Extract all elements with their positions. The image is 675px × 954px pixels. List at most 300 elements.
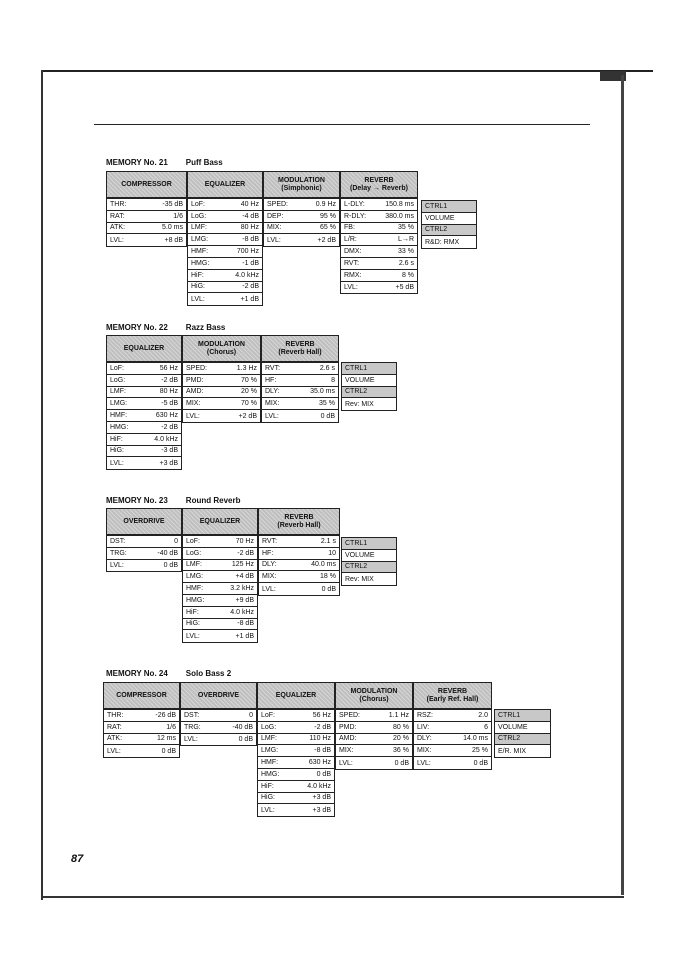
parameter-name: LoF:	[261, 711, 276, 719]
control-assign-row: VOLUME	[342, 375, 396, 387]
parameter-value: 2.1 s	[320, 537, 336, 545]
parameter-row	[183, 363, 260, 375]
parameter-row	[107, 457, 181, 469]
parameter-name: HMG:	[261, 770, 280, 778]
parameter-name: MIX:	[186, 400, 201, 408]
parameter-table	[106, 535, 182, 572]
parameter-value: -2 dB	[161, 423, 178, 431]
parameter-row	[341, 223, 417, 235]
parameter-value: 0 dB	[163, 561, 178, 569]
parameter-row	[262, 410, 338, 422]
control-assign-row: CTRL1	[342, 538, 396, 550]
effect-header: REVERB (Early Ref. Hall)	[413, 682, 492, 709]
parameter-value: 70 %	[241, 400, 257, 408]
parameter-value: +1 dB	[240, 295, 259, 303]
effect-header: EQUALIZER	[182, 508, 258, 535]
parameter-value: 18 %	[320, 573, 336, 581]
control-assign-row: CTRL1	[495, 710, 550, 722]
parameter-value: +4 dB	[235, 573, 254, 581]
parameter-value: 3.2 kHz	[230, 585, 254, 593]
parameter-name: LMF:	[261, 735, 277, 743]
parameter-value: +9 dB	[235, 596, 254, 604]
parameter-value: 20 %	[241, 388, 257, 396]
parameter-table	[106, 198, 187, 247]
parameter-value: 630 Hz	[308, 759, 331, 767]
header-rule	[94, 124, 590, 125]
parameter-name: HMG:	[110, 423, 129, 431]
parameter-row	[414, 757, 491, 769]
parameter-value: 4.0 kHz	[154, 435, 178, 443]
parameter-row	[183, 619, 257, 631]
parameter-value: 80 Hz	[159, 388, 178, 396]
effect-header: COMPRESSOR	[106, 171, 187, 198]
effect-header: REVERB (Delay → Reverb)	[340, 171, 418, 198]
parameter-value: 6	[484, 723, 488, 731]
memory-title	[106, 669, 231, 678]
parameter-name: LVL:	[186, 412, 200, 420]
parameter-value: -2 dB	[242, 283, 259, 291]
parameter-name: TRG:	[184, 723, 201, 731]
parameter-name: LVL:	[344, 283, 358, 291]
parameter-name: THR:	[110, 200, 127, 208]
parameter-value: 56 Hz	[159, 364, 178, 372]
parameter-value: +2 dB	[317, 236, 336, 244]
effect-header: REVERB (Reverb Hall)	[261, 335, 339, 362]
parameter-row	[336, 757, 412, 769]
parameter-row	[262, 398, 338, 410]
parameter-name: RAT:	[107, 723, 122, 731]
parameter-name: HiG:	[110, 447, 124, 455]
effect-header: REVERB (Reverb Hall)	[258, 508, 340, 535]
parameter-name: LoG:	[261, 723, 277, 731]
parameter-value: 35 %	[398, 224, 414, 232]
parameter-row	[107, 398, 181, 410]
control-assign-row: VOLUME	[422, 213, 476, 225]
parameter-row	[336, 722, 412, 734]
memory-title	[106, 323, 225, 332]
parameter-table	[413, 709, 492, 770]
parameter-value: 1/6	[166, 723, 176, 731]
parameter-table	[103, 709, 180, 758]
parameter-name: HiG:	[191, 283, 205, 291]
parameter-row	[183, 410, 260, 422]
parameter-name: DMX:	[344, 248, 362, 256]
parameter-value: 35 %	[319, 400, 335, 408]
parameter-row	[183, 560, 257, 572]
effect-header: EQUALIZER	[106, 335, 182, 362]
parameter-name: LVL:	[262, 585, 276, 593]
parameter-value: 0 dB	[321, 585, 336, 593]
parameter-row	[414, 710, 491, 722]
parameter-row	[264, 211, 339, 223]
parameter-row	[336, 734, 412, 746]
parameter-name: HiG:	[261, 794, 275, 802]
parameter-value: 14.0 ms	[463, 735, 488, 743]
parameter-name: RVT:	[262, 537, 278, 545]
effect-header: EQUALIZER	[187, 171, 263, 198]
parameter-row	[188, 270, 262, 282]
effect-header: COMPRESSOR	[103, 682, 180, 709]
parameter-name: LMG:	[186, 573, 204, 581]
parameter-value: -4 dB	[242, 212, 259, 220]
parameter-name: LVL:	[110, 561, 124, 569]
control-assign-row: CTRL2	[342, 562, 396, 574]
parameter-row	[188, 282, 262, 294]
parameter-value: 33 %	[398, 248, 414, 256]
parameter-name: L/R:	[344, 236, 357, 244]
parameter-name: RVT:	[265, 364, 281, 372]
parameter-table	[187, 198, 263, 306]
parameter-row	[183, 630, 257, 642]
parameter-name: SPED:	[267, 200, 289, 208]
parameter-row	[264, 223, 339, 235]
parameter-value: 1.1 Hz	[388, 711, 409, 719]
parameter-name: L-DLY:	[344, 200, 365, 208]
parameter-name: LMG:	[261, 747, 279, 755]
parameter-row	[107, 387, 181, 399]
parameter-name: HF:	[265, 376, 277, 384]
parameter-value: 10	[328, 549, 336, 557]
parameter-value: +3 dB	[312, 806, 331, 814]
parameter-table	[182, 362, 261, 423]
parameter-row	[107, 446, 181, 458]
parameter-row	[107, 422, 181, 434]
parameter-row	[259, 571, 339, 583]
parameter-value: 700 Hz	[236, 248, 259, 256]
parameter-value: 80 %	[393, 723, 409, 731]
parameter-row	[259, 536, 339, 548]
parameter-table	[340, 198, 418, 294]
parameter-value: 40 Hz	[240, 200, 259, 208]
parameter-row	[262, 375, 338, 387]
parameter-value: 1/6	[173, 212, 183, 220]
parameter-name: HMF:	[261, 759, 279, 767]
parameter-name: DST:	[110, 537, 126, 545]
parameter-row	[107, 211, 186, 223]
parameter-value: 20 %	[393, 735, 409, 743]
parameter-row	[104, 734, 179, 746]
parameter-name: ATK:	[107, 735, 123, 743]
parameter-value: +8 dB	[164, 236, 183, 244]
parameter-value: -8 dB	[242, 236, 259, 244]
parameter-name: LMF:	[110, 388, 126, 396]
parameter-name: R-DLY:	[344, 212, 367, 220]
effect-header: MODULATION (Chorus)	[335, 682, 413, 709]
parameter-value: +3 dB	[159, 459, 178, 467]
parameter-value: 380.0 ms	[385, 212, 414, 220]
control-assign-row: Rev: MIX	[345, 575, 374, 583]
parameter-row	[183, 548, 257, 560]
parameter-value: 150.8 ms	[385, 200, 414, 208]
parameter-name: HiF:	[110, 435, 123, 443]
parameter-name: LIV:	[417, 723, 430, 731]
parameter-name: LVL:	[339, 759, 353, 767]
parameter-value: 8 %	[401, 271, 414, 279]
parameter-row	[107, 560, 181, 572]
parameter-name: HMF:	[110, 412, 128, 420]
page-frame-top	[41, 70, 653, 72]
parameter-row	[258, 769, 334, 781]
parameter-row	[183, 571, 257, 583]
control-assign-row: R&D: RMX	[425, 238, 460, 246]
parameter-value: 80 Hz	[240, 224, 259, 232]
parameter-row	[107, 410, 181, 422]
parameter-name: THR:	[107, 711, 124, 719]
control-assign-row: CTRL1	[342, 363, 396, 375]
parameter-row	[258, 793, 334, 805]
parameter-row	[258, 804, 334, 816]
parameter-row	[107, 199, 186, 211]
parameter-row	[188, 199, 262, 211]
parameter-name: LoG:	[186, 549, 202, 557]
parameter-table	[257, 709, 335, 817]
control-assign-row: CTRL1	[422, 201, 476, 213]
parameter-name: LMF:	[191, 224, 207, 232]
parameter-value: -8 dB	[237, 620, 254, 628]
parameter-row	[259, 560, 339, 572]
parameter-name: DEP:	[267, 212, 284, 220]
parameter-name: LMF:	[186, 561, 202, 569]
parameter-value: 0.9 Hz	[315, 200, 336, 208]
parameter-value: 5.0 ms	[161, 224, 183, 232]
parameter-row	[341, 199, 417, 211]
parameter-name: LVL:	[417, 759, 431, 767]
parameter-name: MIX:	[267, 224, 282, 232]
parameter-name: ATK:	[110, 224, 126, 232]
parameter-value: L→R	[398, 236, 414, 244]
parameter-name: MIX:	[417, 747, 432, 755]
effect-header: OVERDRIVE	[180, 682, 257, 709]
parameter-row	[258, 745, 334, 757]
parameter-name: HMF:	[191, 248, 209, 256]
parameter-name: LVL:	[184, 735, 198, 743]
patch-name: Razz Bass	[185, 323, 226, 332]
parameter-value: +5 dB	[395, 283, 414, 291]
parameter-value: 0 dB	[238, 735, 253, 743]
parameter-name: LVL:	[107, 747, 121, 755]
parameter-row	[183, 607, 257, 619]
effect-header: OVERDRIVE	[106, 508, 182, 535]
parameter-row	[264, 199, 339, 211]
parameter-name: DLY:	[262, 561, 277, 569]
parameter-value: 2.6 s	[319, 364, 335, 372]
parameter-row	[336, 710, 412, 722]
parameter-row	[107, 536, 181, 548]
parameter-row	[107, 375, 181, 387]
parameter-name: MIX:	[262, 573, 277, 581]
parameter-row	[258, 710, 334, 722]
memory-number: MEMORY No. 21	[106, 158, 168, 167]
page-number: 87	[71, 853, 84, 865]
parameter-row	[183, 398, 260, 410]
memory-title	[106, 158, 223, 167]
parameter-row	[181, 722, 256, 734]
parameter-value: -2 dB	[161, 376, 178, 384]
parameter-name: LVL:	[191, 295, 205, 303]
memory-title	[106, 496, 240, 505]
parameter-value: 0	[174, 537, 178, 545]
parameter-row	[258, 757, 334, 769]
parameter-value: 4.0 kHz	[307, 782, 331, 790]
parameter-name: RMX:	[344, 271, 362, 279]
parameter-value: 95 %	[320, 212, 336, 220]
parameter-value: 35.0 ms	[310, 388, 335, 396]
control-assign-row: CTRL2	[342, 387, 396, 399]
parameter-name: DLY:	[265, 388, 280, 396]
parameter-value: -40 dB	[232, 723, 253, 731]
parameter-value: 12 ms	[156, 735, 176, 743]
parameter-value: -3 dB	[161, 447, 178, 455]
parameter-row	[107, 434, 181, 446]
parameter-value: 56 Hz	[312, 711, 331, 719]
parameter-value: 70 %	[241, 376, 257, 384]
effect-header: EQUALIZER	[257, 682, 335, 709]
parameter-row	[183, 536, 257, 548]
parameter-name: HiG:	[186, 620, 200, 628]
parameter-row	[183, 595, 257, 607]
control-assign-box	[494, 709, 551, 758]
parameter-name: HiF:	[261, 782, 274, 790]
control-assign-row: CTRL2	[422, 225, 476, 237]
parameter-table	[106, 362, 182, 470]
parameter-name: LoF:	[191, 200, 206, 208]
parameter-row	[181, 710, 256, 722]
parameter-value: -8 dB	[314, 747, 331, 755]
parameter-name: PMD:	[186, 376, 204, 384]
parameter-name: LMG:	[110, 400, 128, 408]
parameter-name: LoG:	[110, 376, 126, 384]
parameter-value: 40.0 ms	[311, 561, 336, 569]
memory-number: MEMORY No. 22	[106, 323, 168, 332]
control-assign-row: Rev: MIX	[345, 400, 374, 408]
parameter-row	[264, 234, 339, 246]
parameter-table	[182, 535, 258, 643]
control-assign-box	[341, 362, 397, 411]
parameter-row	[104, 745, 179, 757]
patch-name: Round Reverb	[185, 496, 241, 505]
parameter-value: 1.3 Hz	[236, 364, 257, 372]
control-assign-row: VOLUME	[495, 722, 550, 734]
parameter-row	[188, 223, 262, 235]
parameter-name: LoF:	[110, 364, 125, 372]
parameter-name: HF:	[262, 549, 274, 557]
parameter-value: 0 dB	[316, 770, 331, 778]
parameter-name: RAT:	[110, 212, 125, 220]
parameter-value: 0 dB	[473, 759, 488, 767]
parameter-row	[188, 234, 262, 246]
parameter-row	[188, 258, 262, 270]
parameter-row	[104, 710, 179, 722]
parameter-row	[188, 293, 262, 305]
parameter-row	[341, 234, 417, 246]
parameter-name: DLY:	[417, 735, 432, 743]
parameter-name: TRG:	[110, 549, 127, 557]
parameter-value: -2 dB	[237, 549, 254, 557]
parameter-row	[259, 583, 339, 595]
parameter-name: RSZ:	[417, 711, 433, 719]
control-assign-row: CTRL2	[495, 734, 550, 746]
parameter-row	[107, 363, 181, 375]
parameter-value: 0 dB	[320, 412, 335, 420]
memory-number: MEMORY No. 23	[106, 496, 168, 505]
control-assign-row: E/R. MIX	[498, 747, 527, 755]
parameter-row	[258, 781, 334, 793]
page-frame-left	[41, 70, 43, 900]
parameter-row	[258, 722, 334, 734]
parameter-table	[263, 198, 340, 247]
parameter-value: 125 Hz	[231, 561, 254, 569]
parameter-name: SPED:	[186, 364, 208, 372]
parameter-row	[262, 363, 338, 375]
parameter-name: HMG:	[186, 596, 205, 604]
patch-name: Puff Bass	[185, 158, 223, 167]
parameter-row	[341, 246, 417, 258]
parameter-value: 65 %	[320, 224, 336, 232]
parameter-value: 2.6 s	[398, 259, 414, 267]
effect-header: MODULATION (Simphonic)	[263, 171, 340, 198]
parameter-value: -1 dB	[242, 259, 259, 267]
parameter-row	[258, 734, 334, 746]
effect-header: MODULATION (Chorus)	[182, 335, 261, 362]
parameter-row	[104, 722, 179, 734]
parameter-name: AMD:	[339, 735, 357, 743]
parameter-name: MIX:	[339, 747, 354, 755]
parameter-value: 36 %	[393, 747, 409, 755]
patch-name: Solo Bass 2	[185, 669, 232, 678]
parameter-name: LVL:	[261, 806, 275, 814]
parameter-name: LVL:	[110, 459, 124, 467]
memory-number: MEMORY No. 24	[106, 669, 168, 678]
parameter-name: HMF:	[186, 585, 204, 593]
parameter-name: LoF:	[186, 537, 201, 545]
control-assign-row: VOLUME	[342, 550, 396, 562]
parameter-row	[181, 734, 256, 746]
parameter-name: PMD:	[339, 723, 357, 731]
parameter-row	[341, 270, 417, 282]
parameter-value: -35 dB	[162, 200, 183, 208]
parameter-row	[414, 722, 491, 734]
parameter-row	[341, 258, 417, 270]
control-assign-box	[421, 200, 477, 249]
parameter-value: +1 dB	[235, 632, 254, 640]
page-frame-right	[621, 75, 624, 895]
parameter-value: -40 dB	[157, 549, 178, 557]
parameter-value: 4.0 kHz	[230, 608, 254, 616]
parameter-row	[188, 211, 262, 223]
parameter-row	[262, 387, 338, 399]
parameter-value: 110 Hz	[309, 735, 331, 743]
parameter-value: 8	[331, 376, 335, 384]
parameter-row	[336, 745, 412, 757]
parameter-name: HMG:	[191, 259, 210, 267]
parameter-table	[258, 535, 340, 596]
parameter-name: LVL:	[265, 412, 279, 420]
parameter-row	[341, 282, 417, 294]
page-frame-bottom	[41, 896, 624, 898]
parameter-table	[335, 709, 413, 770]
parameter-value: 70 Hz	[235, 537, 254, 545]
parameter-row	[414, 734, 491, 746]
parameter-value: 4.0 kHz	[235, 271, 259, 279]
parameter-table	[261, 362, 339, 423]
parameter-name: MIX:	[265, 400, 280, 408]
parameter-name: LMG:	[191, 236, 209, 244]
parameter-name: HiF:	[186, 608, 199, 616]
parameter-row	[414, 745, 491, 757]
parameter-table	[180, 709, 257, 746]
parameter-value: 0 dB	[161, 747, 176, 755]
parameter-value: 2.0	[478, 711, 488, 719]
